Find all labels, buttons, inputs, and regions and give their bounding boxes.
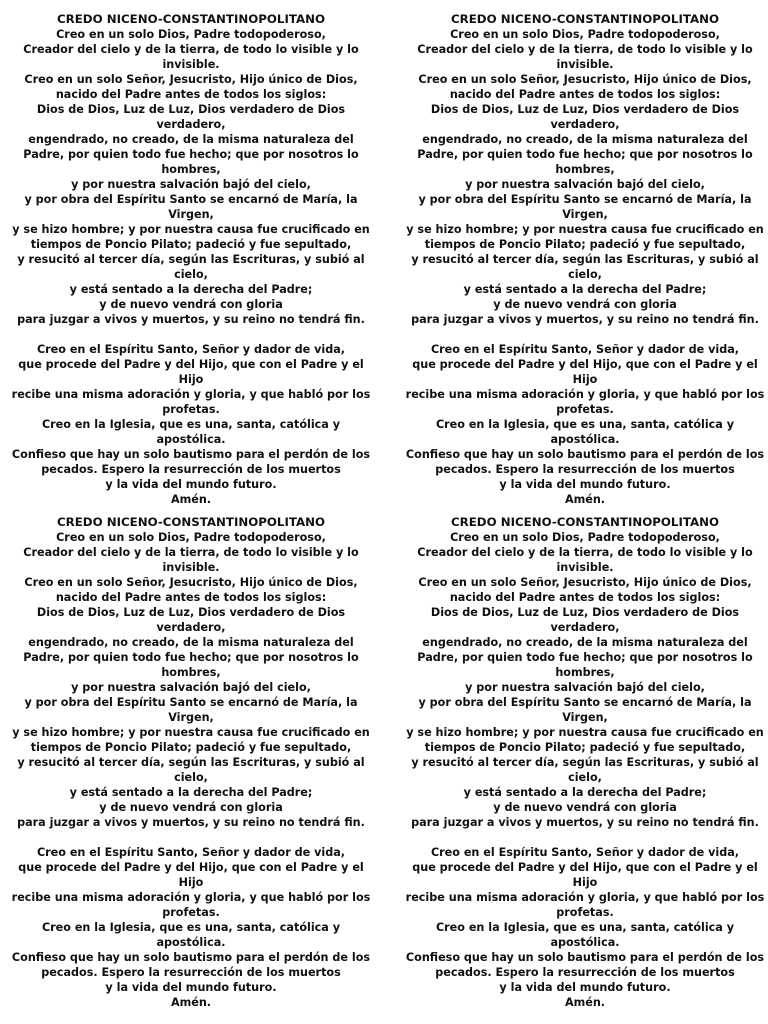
creed-line: Creo en el Espíritu Santo, Señor y dador de vida, bbox=[36, 343, 346, 356]
creed-line: para juzgar a vivos y muertos, y su reino no tendrá fin. bbox=[411, 816, 759, 829]
creed-line: Creador del cielo y de la tierra, de todo lo visible y lo invisible. bbox=[417, 43, 753, 71]
creed-line: Creo en la Iglesia, que es una, santa, católica y apostólica. bbox=[41, 921, 341, 949]
creed-line: para juzgar a vivos y muertos, y su reino no tendrá fin. bbox=[411, 313, 759, 326]
creed-line: nacido del Padre antes de todos los siglos: bbox=[449, 88, 721, 101]
creed-line: y por nuestra salvación bajó del cielo, bbox=[465, 178, 705, 191]
creed-line: y la vida del mundo futuro. bbox=[499, 981, 671, 994]
creed-line: para juzgar a vivos y muertos, y su reino no tendrá fin. bbox=[17, 816, 365, 829]
creed-stanza-2 bbox=[402, 342, 768, 507]
creed-line: que procede del Padre y del Hijo, que con el Padre y el Hijo bbox=[18, 861, 364, 889]
creed-line: Creo en un solo Dios, Padre todopoderoso, bbox=[56, 28, 326, 41]
creed-line: Creo en un solo Dios, Padre todopoderoso, bbox=[450, 531, 720, 544]
creed-card bbox=[8, 12, 374, 507]
creed-line: Dios de Dios, Luz de Luz, Dios verdadero de Dios verdadero, bbox=[36, 606, 346, 634]
creed-stanza-1 bbox=[8, 27, 374, 327]
creed-line: Creo en la Iglesia, que es una, santa, católica y apostólica. bbox=[435, 418, 735, 446]
creed-line: y está sentado a la derecha del Padre; bbox=[69, 786, 313, 799]
creed-line: Amén. bbox=[170, 493, 212, 506]
creed-line: nacido del Padre antes de todos los siglos: bbox=[55, 88, 327, 101]
creed-line: y por obra del Espíritu Santo se encarnó de María, la Virgen, bbox=[24, 193, 358, 221]
creed-line: Confieso que hay un solo bautismo para el perdón de los pecados. Espero la resurrección de los muertos bbox=[11, 448, 371, 476]
creed-line: Creo en un solo Señor, Jesucristo, Hijo único de Dios, bbox=[24, 576, 358, 589]
creed-line: Creo en la Iglesia, que es una, santa, católica y apostólica. bbox=[435, 921, 735, 949]
creed-line: Confieso que hay un solo bautismo para el perdón de los pecados. Espero la resurrección de los muertos bbox=[11, 951, 371, 979]
creed-line: Creo en el Espíritu Santo, Señor y dador de vida, bbox=[430, 343, 740, 356]
creed-line: Creador del cielo y de la tierra, de todo lo visible y lo invisible. bbox=[23, 43, 359, 71]
creed-line: y resucitó al tercer día, según las Escrituras, y subió al cielo, bbox=[411, 253, 759, 281]
creed-stanza-2 bbox=[8, 342, 374, 507]
creed-line: y por nuestra salvación bajó del cielo, bbox=[71, 681, 311, 694]
creed-line: recibe una misma adoración y gloria, y que habló por los profetas. bbox=[11, 388, 371, 416]
creed-line: Dios de Dios, Luz de Luz, Dios verdadero de Dios verdadero, bbox=[430, 103, 740, 131]
creed-stanza-2 bbox=[8, 845, 374, 1010]
stanza-gap bbox=[402, 327, 768, 342]
creed-line: Creo en el Espíritu Santo, Señor y dador de vida, bbox=[430, 846, 740, 859]
creed-line: y de nuevo vendrá con gloria bbox=[99, 801, 283, 814]
creed-line: recibe una misma adoración y gloria, y que habló por los profetas. bbox=[11, 891, 371, 919]
creed-card bbox=[402, 12, 768, 507]
creed-line: engendrado, no creado, de la misma naturaleza del Padre, por quien todo fue hecho; que por nosotros lo hombres, bbox=[417, 636, 753, 679]
creed-line: Creo en un solo Señor, Jesucristo, Hijo único de Dios, bbox=[418, 73, 752, 86]
creed-line: Creador del cielo y de la tierra, de todo lo visible y lo invisible. bbox=[23, 546, 359, 574]
creed-line: engendrado, no creado, de la misma naturaleza del Padre, por quien todo fue hecho; que por nosotros lo hombres, bbox=[23, 636, 359, 679]
creed-line: y se hizo hombre; y por nuestra causa fue crucificado en tiempos de Poncio Pilato; padeció y fue sepultado, bbox=[406, 726, 764, 754]
creed-line: Creo en el Espíritu Santo, Señor y dador de vida, bbox=[36, 846, 346, 859]
creed-line: Creo en un solo Dios, Padre todopoderoso, bbox=[450, 28, 720, 41]
creed-line: recibe una misma adoración y gloria, y que habló por los profetas. bbox=[405, 891, 765, 919]
creed-line: Creo en la Iglesia, que es una, santa, católica y apostólica. bbox=[41, 418, 341, 446]
creed-line: Amén. bbox=[564, 493, 606, 506]
creed-line: engendrado, no creado, de la misma naturaleza del Padre, por quien todo fue hecho; que por nosotros lo hombres, bbox=[23, 133, 359, 176]
creed-line: y por obra del Espíritu Santo se encarnó de María, la Virgen, bbox=[24, 696, 358, 724]
creed-line: que procede del Padre y del Hijo, que con el Padre y el Hijo bbox=[412, 861, 758, 889]
creed-line: Amén. bbox=[170, 996, 212, 1009]
stanza-gap bbox=[8, 327, 374, 342]
creed-line: y de nuevo vendrá con gloria bbox=[99, 298, 283, 311]
creed-stanza-2 bbox=[402, 845, 768, 1010]
creed-line: y se hizo hombre; y por nuestra causa fue crucificado en tiempos de Poncio Pilato; padeció y fue sepultado, bbox=[12, 223, 370, 251]
creed-stanza-1 bbox=[402, 27, 768, 327]
creed-line: Creo en un solo Dios, Padre todopoderoso, bbox=[56, 531, 326, 544]
creed-line: y está sentado a la derecha del Padre; bbox=[463, 283, 707, 296]
creed-line: y está sentado a la derecha del Padre; bbox=[463, 786, 707, 799]
creed-line: y resucitó al tercer día, según las Escrituras, y subió al cielo, bbox=[17, 253, 365, 281]
creed-title: CREDO NICENO-CONSTANTINOPOLITANO bbox=[57, 12, 325, 26]
creed-title: CREDO NICENO-CONSTANTINOPOLITANO bbox=[451, 515, 719, 529]
creed-stanza-1 bbox=[402, 530, 768, 830]
creed-line: Creador del cielo y de la tierra, de todo lo visible y lo invisible. bbox=[417, 546, 753, 574]
creed-title: CREDO NICENO-CONSTANTINOPOLITANO bbox=[451, 12, 719, 26]
creed-line: para juzgar a vivos y muertos, y su reino no tendrá fin. bbox=[17, 313, 365, 326]
creed-line: y está sentado a la derecha del Padre; bbox=[69, 283, 313, 296]
creed-line: Amén. bbox=[564, 996, 606, 1009]
stanza-gap bbox=[402, 830, 768, 845]
creed-title: CREDO NICENO-CONSTANTINOPOLITANO bbox=[57, 515, 325, 529]
creed-line: nacido del Padre antes de todos los siglos: bbox=[449, 591, 721, 604]
creed-line: que procede del Padre y del Hijo, que con el Padre y el Hijo bbox=[412, 358, 758, 386]
creed-line: Dios de Dios, Luz de Luz, Dios verdadero de Dios verdadero, bbox=[36, 103, 346, 131]
creed-line: y la vida del mundo futuro. bbox=[105, 478, 277, 491]
creed-line: y la vida del mundo futuro. bbox=[105, 981, 277, 994]
creed-line: Creo en un solo Señor, Jesucristo, Hijo único de Dios, bbox=[418, 576, 752, 589]
creed-line: y resucitó al tercer día, según las Escrituras, y subió al cielo, bbox=[17, 756, 365, 784]
creed-line: y se hizo hombre; y por nuestra causa fue crucificado en tiempos de Poncio Pilato; padeció y fue sepultado, bbox=[406, 223, 764, 251]
creed-card bbox=[402, 515, 768, 1010]
creed-line: y por obra del Espíritu Santo se encarnó de María, la Virgen, bbox=[418, 193, 752, 221]
creed-line: Dios de Dios, Luz de Luz, Dios verdadero de Dios verdadero, bbox=[430, 606, 740, 634]
creed-line: y por nuestra salvación bajó del cielo, bbox=[71, 178, 311, 191]
creed-line: y la vida del mundo futuro. bbox=[499, 478, 671, 491]
creed-line: y por obra del Espíritu Santo se encarnó de María, la Virgen, bbox=[418, 696, 752, 724]
creed-line: que procede del Padre y del Hijo, que con el Padre y el Hijo bbox=[18, 358, 364, 386]
creed-stanza-1 bbox=[8, 530, 374, 830]
stanza-gap bbox=[8, 830, 374, 845]
creed-line: y por nuestra salvación bajó del cielo, bbox=[465, 681, 705, 694]
creed-line: Confieso que hay un solo bautismo para el perdón de los pecados. Espero la resurrección de los muertos bbox=[405, 448, 765, 476]
creed-line: recibe una misma adoración y gloria, y que habló por los profetas. bbox=[405, 388, 765, 416]
creed-line: nacido del Padre antes de todos los siglos: bbox=[55, 591, 327, 604]
creed-line: y se hizo hombre; y por nuestra causa fue crucificado en tiempos de Poncio Pilato; padeció y fue sepultado, bbox=[12, 726, 370, 754]
creed-line: y de nuevo vendrá con gloria bbox=[493, 298, 677, 311]
creed-line: Confieso que hay un solo bautismo para el perdón de los pecados. Espero la resurrección de los muertos bbox=[405, 951, 765, 979]
creed-line: y resucitó al tercer día, según las Escrituras, y subió al cielo, bbox=[411, 756, 759, 784]
creed-line: y de nuevo vendrá con gloria bbox=[493, 801, 677, 814]
creed-line: Creo en un solo Señor, Jesucristo, Hijo único de Dios, bbox=[24, 73, 358, 86]
creed-line: engendrado, no creado, de la misma naturaleza del Padre, por quien todo fue hecho; que por nosotros lo hombres, bbox=[417, 133, 753, 176]
creed-card bbox=[8, 515, 374, 1010]
